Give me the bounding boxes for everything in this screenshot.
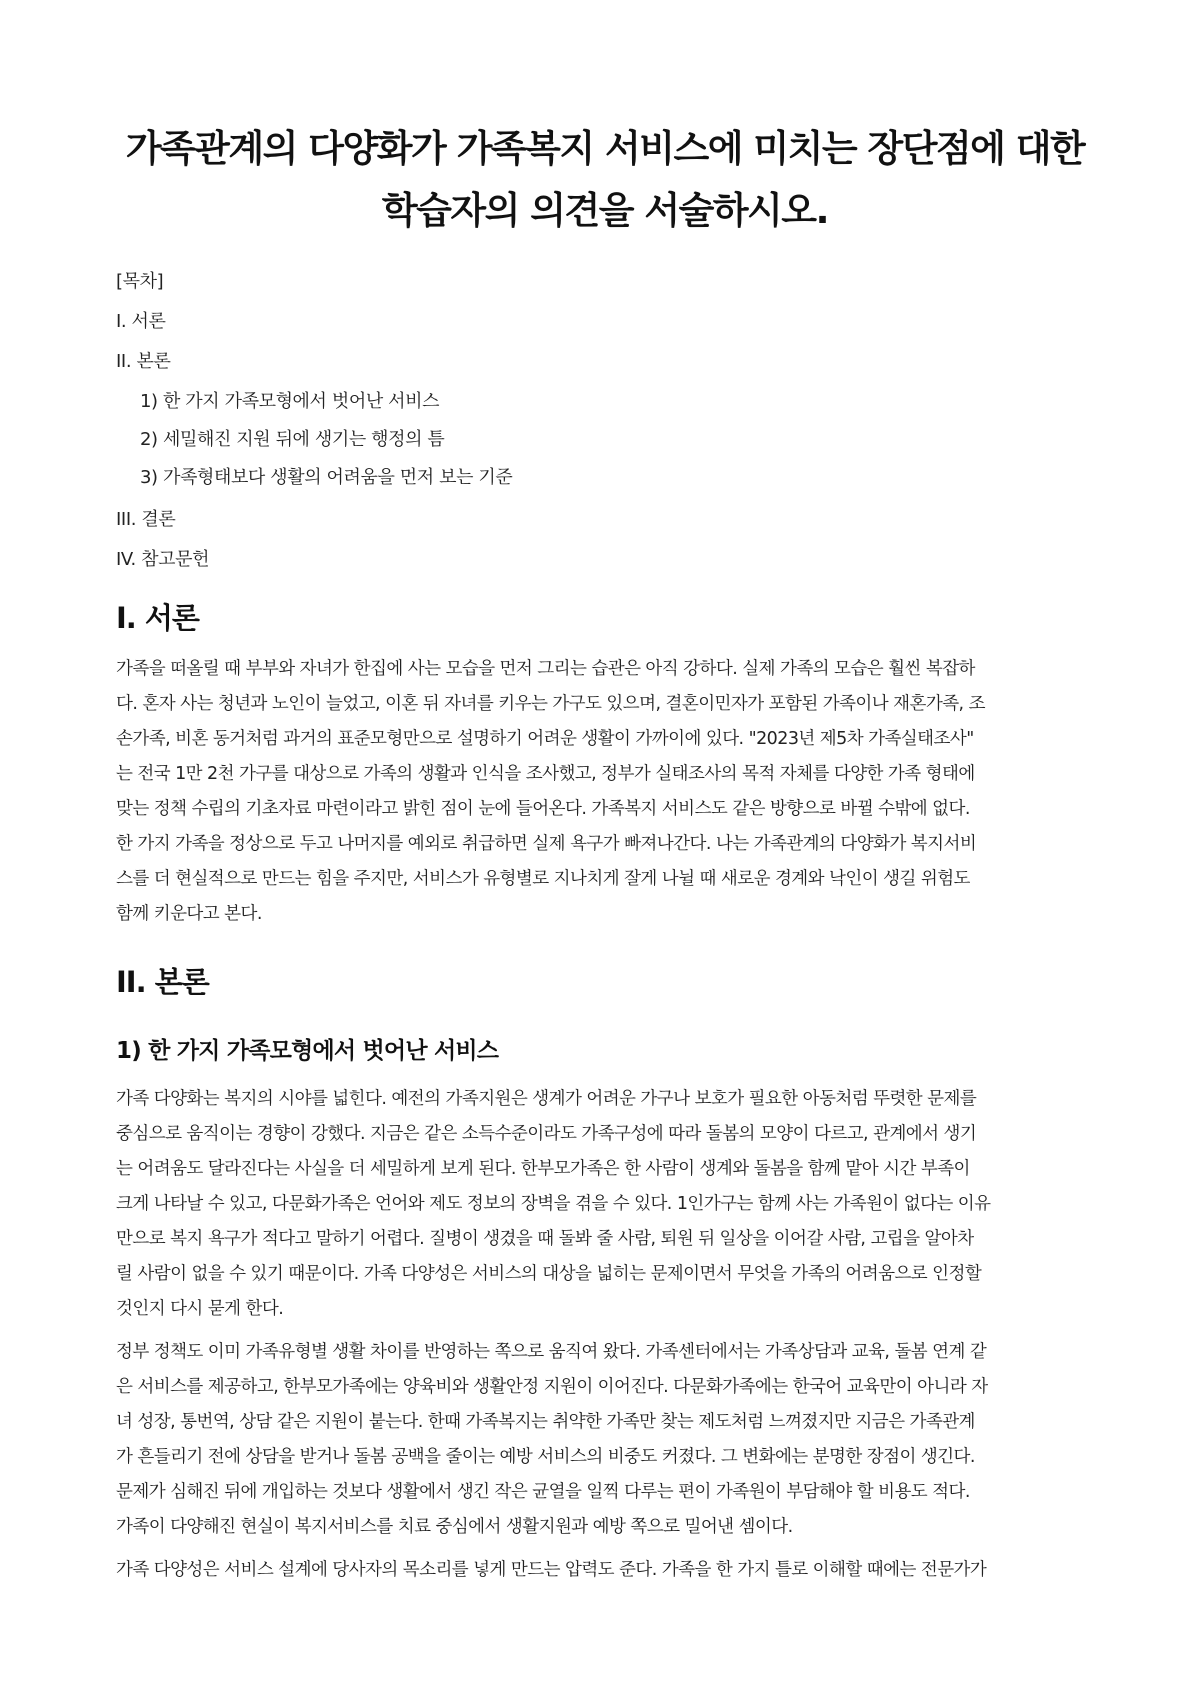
toc-item-references: IV. 참고문헌 (116, 549, 210, 570)
toc-item-body: II. 본론 (116, 351, 171, 372)
paragraph-line: 릴 사람이 없을 수 있기 때문이다. 가족 다양성은 서비스의 대상을 넓히는 문제이면서 무엇을 가족의 어려움으로 인정할 (116, 1264, 982, 1284)
toc-heading: [목차] (116, 271, 164, 292)
paragraph-line: 가족이 다양해진 현실이 복지서비스를 치료 중심에서 생활지원과 예방 쪽으로 밀어낸 셈이다. (116, 1517, 793, 1537)
paragraph-line: 는 어려움도 달라진다는 사실을 더 세밀하게 보게 된다. 한부모가족은 한 사람이 생계와 돌봄을 함께 맡아 시간 부족이 (116, 1159, 970, 1179)
subsection-heading-1: 1) 한 가지 가족모형에서 벗어난 서비스 (116, 1038, 499, 1064)
paragraph-line: 다. 혼자 사는 청년과 노인이 늘었고, 이혼 뒤 자녀를 키우는 가구도 있으며, 결혼이민자가 포함된 가족이나 재혼가족, 조 (116, 694, 985, 714)
paragraph-line: 스를 더 현실적으로 만드는 힘을 주지만, 서비스가 유형별로 지나치게 잘게 나뉠 때 새로운 경계와 낙인이 생길 위험도 (116, 869, 970, 889)
paragraph-line: 녀 성장, 통번역, 상담 같은 지원이 붙는다. 한때 가족복지는 취약한 가족만 찾는 제도처럼 느껴졌지만 지금은 가족관계 (116, 1412, 975, 1432)
paragraph-line: 가 흔들리기 전에 상담을 받거나 돌봄 공백을 줄이는 예방 서비스의 비중도 커졌다. 그 변화에는 분명한 장점이 생긴다. (116, 1447, 975, 1467)
paragraph-line: 것인지 다시 묻게 한다. (116, 1299, 284, 1319)
document-title-line-2: 학습자의 의견을 서술하시오. (381, 189, 829, 232)
paragraph-line: 가족을 떠올릴 때 부부와 자녀가 한집에 사는 모습을 먼저 그리는 습관은 아직 강하다. 실제 가족의 모습은 훨씬 복잡하 (116, 659, 975, 679)
paragraph-line: 크게 나타날 수 있고, 다문화가족은 언어와 제도 정보의 장벽을 겪을 수 있다. 1인가구는 함께 사는 가족원이 없다는 이유 (116, 1194, 991, 1214)
paragraph-line: 맞는 정책 수립의 기초자료 마련이라고 밝힌 점이 눈에 들어온다. 가족복지 서비스도 같은 방향으로 바뀔 수밖에 없다. (116, 799, 970, 819)
paragraph-line: 한 가지 가족을 정상으로 두고 나머지를 예외로 취급하면 실제 욕구가 빠져나간다. 나는 가족관계의 다양화가 복지서비 (116, 834, 977, 854)
body-paragraph-3 (116, 1553, 1094, 1588)
paragraph-line: 은 서비스를 제공하고, 한부모가족에는 양육비와 생활안정 지원이 이어진다. 다문화가족에는 한국어 교육만이 아니라 자 (116, 1377, 988, 1397)
section-heading-intro: I. 서론 (116, 601, 199, 635)
paragraph-line: 정부 정책도 이미 가족유형별 생활 차이를 반영하는 쪽으로 움직여 왔다. 가족센터에서는 가족상담과 교육, 돌봄 연계 같 (116, 1342, 987, 1362)
toc-item-intro: I. 서론 (116, 311, 166, 332)
paragraph-line: 함께 키운다고 본다. (116, 904, 262, 924)
toc-item-conclusion: III. 결론 (116, 509, 176, 530)
intro-paragraph (116, 652, 1094, 932)
document-title-line-1: 가족관계의 다양화가 가족복지 서비스에 미치는 장단점에 대한 (125, 127, 1085, 170)
paragraph-line: 문제가 심해진 뒤에 개입하는 것보다 생활에서 생긴 작은 균열을 일찍 다루는 편이 가족원이 부담해야 할 비용도 적다. (116, 1482, 970, 1502)
section-heading-body: II. 본론 (116, 965, 209, 999)
paragraph-line: 가족 다양성은 서비스 설계에 당사자의 목소리를 넣게 만드는 압력도 준다. 가족을 한 가지 틀로 이해할 때에는 전문가가 (116, 1560, 987, 1580)
table-of-contents (116, 270, 1094, 572)
toc-item-body-3: 3) 가족형태보다 생활의 어려움을 먼저 보는 기준 (140, 467, 513, 488)
paragraph-line: 가족 다양화는 복지의 시야를 넓힌다. 예전의 가족지원은 생계가 어려운 가구나 보호가 필요한 아동처럼 뚜렷한 문제를 (116, 1089, 977, 1109)
document-title (116, 118, 1094, 242)
paragraph-line: 손가족, 비혼 동거처럼 과거의 표준모형만으로 설명하기 어려운 생활이 가까이에 있다. "2023년 제5차 가족실태조사" (116, 729, 974, 749)
body-paragraph-2 (116, 1335, 1094, 1545)
body-paragraph-1 (116, 1082, 1094, 1327)
toc-item-body-2: 2) 세밀해진 지원 뒤에 생기는 행정의 틈 (140, 429, 445, 450)
toc-item-body-1: 1) 한 가지 가족모형에서 벗어난 서비스 (140, 391, 440, 412)
paragraph-line: 중심으로 움직이는 경향이 강했다. 지금은 같은 소득수준이라도 가족구성에 따라 돌봄의 모양이 다르고, 관계에서 생기 (116, 1124, 977, 1144)
paragraph-line: 는 전국 1만 2천 가구를 대상으로 가족의 생활과 인식을 조사했고, 정부가 실태조사의 목적 자체를 다양한 가족 형태에 (116, 764, 975, 784)
paragraph-line: 만으로 복지 욕구가 적다고 말하기 어렵다. 질병이 생겼을 때 돌봐 줄 사람, 퇴원 뒤 일상을 이어갈 사람, 고립을 알아차 (116, 1229, 974, 1249)
